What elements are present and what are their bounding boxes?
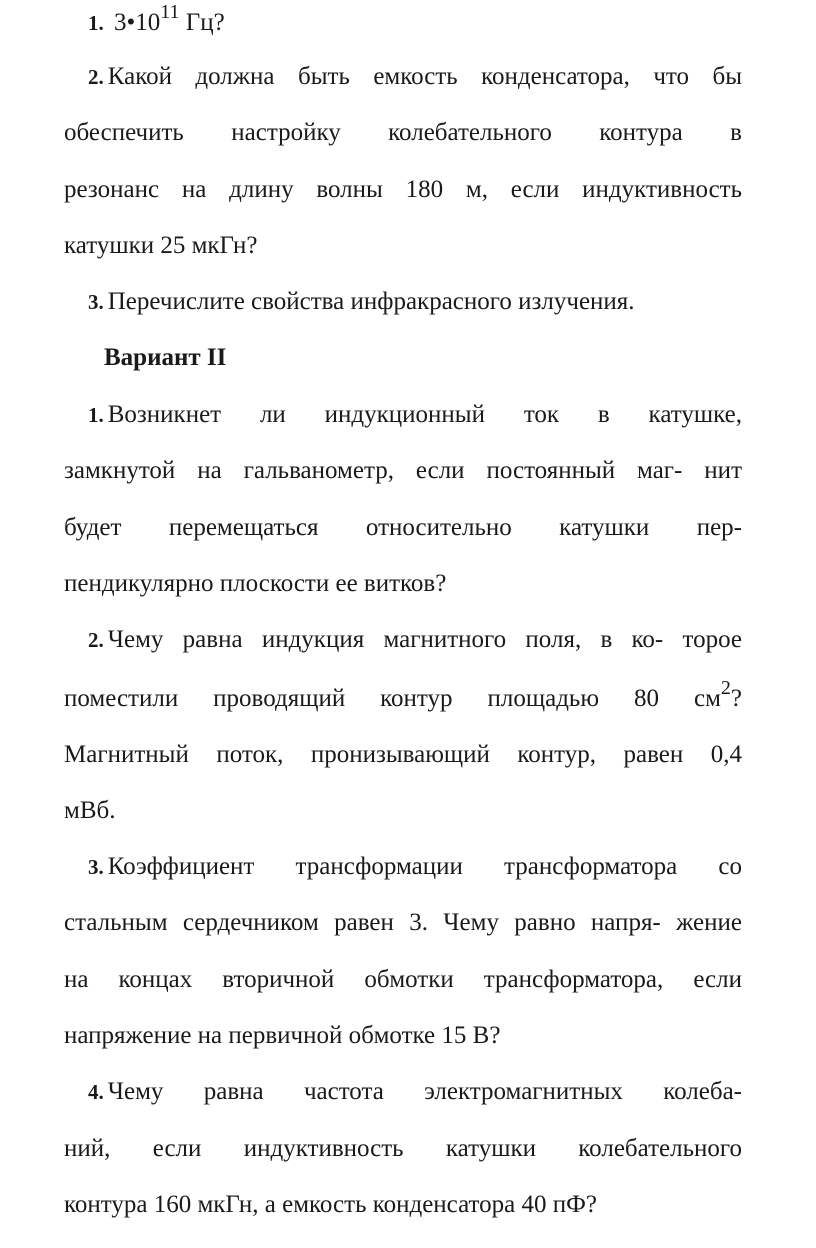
question-2-line-4: катушки 25 мкГн? [64,232,258,259]
item-number: 2. [88,65,104,89]
variant-question-2-line-2: поместили проводящий контур площадью 80 $см^2$? [64,677,742,712]
variant-question-2-line-4: мВб. [64,797,116,824]
variant-question-3-line-2: стальным сердечником равен 3. Чему равно напря- жение [64,909,742,936]
question-2-line-1: 2. Какой должна быть емкость конденсатора, что бы [88,63,742,90]
variant-question-2-line-1: 2. Чему равна индукция магнитного поля, в ко- торое [88,626,742,653]
item-number: 1. [88,403,104,427]
variant-question-1-line-2: замкнутой на гальванометр, если постоянный маг- нит [64,457,742,484]
question-3: 3. Перечислите свойства инфракрасного излучения. [88,288,635,315]
area-exponent: 2 [720,677,731,699]
variant-question-4-line-3: контура 160 мкГн, а емкость конденсатора 40 пФ? [64,1191,597,1218]
variant-heading: Вариант II [104,344,227,371]
answer-base: 3•10 [114,9,161,36]
question-2-line-3: резонанс на длину волны 180 м, если индуктивность [64,176,742,203]
question-2-line-2: обеспечить настройку колебательного контура в [64,119,742,146]
variant-question-1-line-1: 1. Возникнет ли индукционный ток в катушке, [88,401,742,428]
item-number: 3. [88,855,104,879]
item-number: 4. [88,1080,104,1104]
item-number: 1. [88,11,104,35]
item-number: 2. [88,628,104,652]
variant-question-4-line-2: ний, если индуктивность катушки колебательного [64,1135,742,1162]
answer-option-1 [88,1,742,38]
variant-question-3-line-4: напряжение на первичной обмотке 15 В? [64,1022,501,1049]
answer-unit: Гц? [179,9,225,36]
item-number: 3. [88,290,104,314]
question-mark: ? [730,685,742,712]
variant-question-3-line-1: 3. Коэффициент трансформации трансформатора со [88,853,742,880]
variant-question-4-line-1: 4. Чему равна частота электромагнитных колеба- [88,1078,742,1105]
answer-exponent: 11 [160,1,180,23]
answer-value [114,1,225,36]
variant-question-1-line-3: будет перемещаться относительно катушки пер- [64,514,742,541]
variant-question-3-line-3: на концах вторичной обмотки трансформатора, если [64,966,742,993]
variant-question-2-line-3: Магнитный поток, пронизывающий контур, равен 0,4 [64,741,742,768]
variant-question-1-line-4: пендикулярно плоскости ее витков? [64,570,447,597]
